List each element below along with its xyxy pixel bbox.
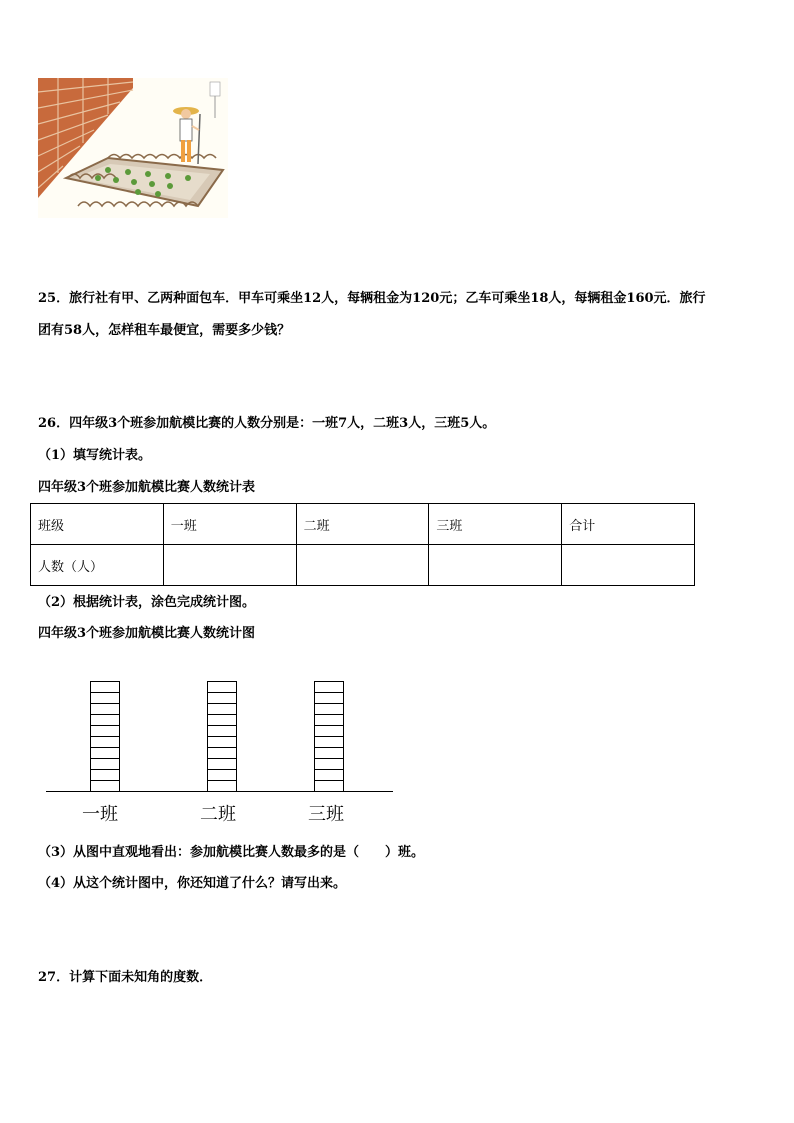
chart-cell[interactable] <box>315 704 343 715</box>
chart-category-label: 一班 <box>82 804 118 825</box>
chart-cell[interactable] <box>208 737 236 748</box>
table-row <box>31 545 695 586</box>
chart-cell[interactable] <box>315 682 343 693</box>
table-header-cell: 一班 <box>163 504 296 545</box>
chart-cell[interactable] <box>91 726 119 737</box>
table-header-cell: 合计 <box>562 504 695 545</box>
q27-text: 27．计算下面未知角的度数． <box>38 970 213 985</box>
q26-sub2: （2）根据统计表，涂色完成统计图。 <box>38 595 256 610</box>
chart-cell[interactable] <box>91 770 119 781</box>
q26-sub1: （1）填写统计表。 <box>38 448 152 463</box>
chart-cell[interactable] <box>315 737 343 748</box>
chart-cell[interactable] <box>91 704 119 715</box>
chart-cell[interactable] <box>208 682 236 693</box>
chart-cell[interactable] <box>208 715 236 726</box>
q25-line1: 25．旅行社有甲、乙两种面包车．甲车可乘坐12人，每辆租金为120元；乙车可乘坐18人，每辆租金160元．旅行 <box>38 291 706 306</box>
chart-category-label: 二班 <box>200 804 236 825</box>
chart-cell[interactable] <box>315 759 343 770</box>
table-answer-cell[interactable] <box>163 545 296 586</box>
chart-cell[interactable] <box>315 715 343 726</box>
chart-cell[interactable] <box>208 781 236 792</box>
chart-cell[interactable] <box>208 759 236 770</box>
table-answer-cell[interactable] <box>429 545 562 586</box>
q26-sub4: （4）从这个统计图中，你还知道了什么？请写出来。 <box>38 876 347 891</box>
chart-cell[interactable] <box>315 693 343 704</box>
chart-column[interactable] <box>207 681 237 792</box>
q26-sub3: （3）从图中直观地看出：参加航模比赛人数最多的是（ ）班。 <box>38 845 425 860</box>
statistics-table <box>30 503 695 586</box>
bar-chart <box>40 660 400 830</box>
chart-cell[interactable] <box>208 770 236 781</box>
chart-cell[interactable] <box>91 693 119 704</box>
chart-cell[interactable] <box>208 748 236 759</box>
chart-cell[interactable] <box>91 715 119 726</box>
chart-cell[interactable] <box>208 726 236 737</box>
chart-cell[interactable] <box>315 781 343 792</box>
chart-cell[interactable] <box>208 693 236 704</box>
chart-cell[interactable] <box>91 781 119 792</box>
chart-cell[interactable] <box>315 726 343 737</box>
farmer-garden-illustration <box>38 78 228 218</box>
chart-category-label: 三班 <box>308 804 344 825</box>
garden-icon <box>38 78 228 218</box>
table-row-label: 人数（人） <box>31 545 164 586</box>
chart-cell[interactable] <box>91 748 119 759</box>
chart-cell[interactable] <box>208 704 236 715</box>
chart-column[interactable] <box>314 681 344 792</box>
table-answer-cell[interactable] <box>296 545 429 586</box>
chart-cell[interactable] <box>91 682 119 693</box>
table-header-cell: 三班 <box>429 504 562 545</box>
q25-line2: 团有58人，怎样租车最便宜，需要多少钱？ <box>38 323 291 338</box>
table-answer-cell[interactable] <box>562 545 695 586</box>
chart-cell[interactable] <box>315 770 343 781</box>
table-header-cell: 二班 <box>296 504 429 545</box>
q26-intro: 26．四年级3个班参加航模比赛的人数分别是：一班7人，二班3人，三班5人。 <box>38 416 496 431</box>
table-header-row <box>31 504 695 545</box>
chart-cell[interactable] <box>91 759 119 770</box>
table-title: 四年级3个班参加航模比赛人数统计表 <box>38 480 256 495</box>
chart-column[interactable] <box>90 681 120 792</box>
chart-cell[interactable] <box>91 737 119 748</box>
table-header-cell: 班级 <box>31 504 164 545</box>
chart-title: 四年级3个班参加航模比赛人数统计图 <box>38 626 256 641</box>
chart-cell[interactable] <box>315 748 343 759</box>
